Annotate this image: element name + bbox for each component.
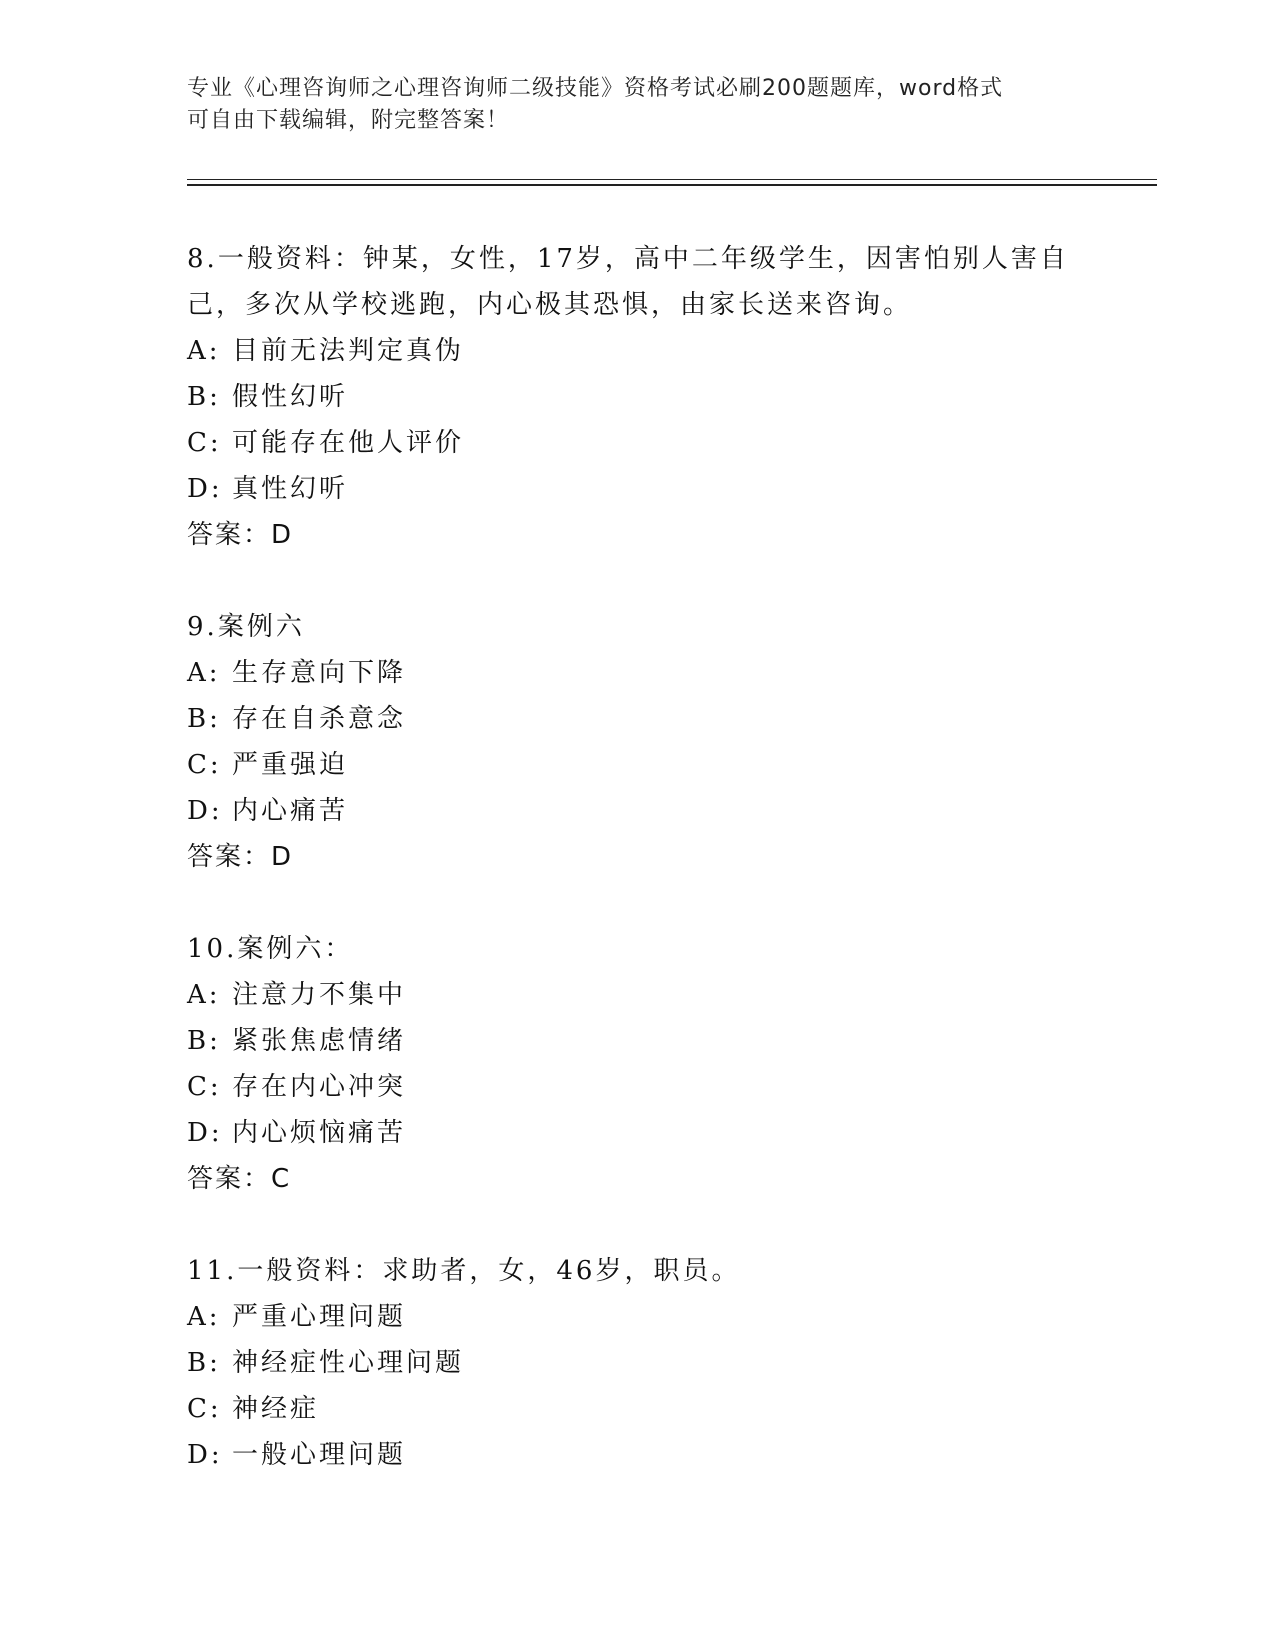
question-number: 10. [187, 934, 238, 964]
header-divider-top [187, 179, 1157, 180]
option-letter: D: [187, 474, 223, 504]
option-letter: C: [187, 1394, 222, 1424]
option-text: 严重强迫 [232, 750, 349, 780]
option-text: 注意力不集中 [232, 980, 407, 1010]
option-letter: C: [187, 750, 222, 780]
question-text [187, 926, 1087, 972]
option-text: 真性幻听 [232, 474, 349, 504]
option-c [187, 420, 1087, 466]
question-stem: 一般资料：钟某，女性，17岁，高中二年级学生，因害怕别人害自己，多次从学校逃跑，内心极其恐惧，由家长送来咨询。 [187, 244, 1069, 320]
question-stem: 一般资料：求助者，女，46岁，职员。 [237, 1256, 741, 1286]
header-divider-bottom [187, 184, 1157, 186]
answer-line: 答案：D [187, 842, 294, 872]
option-text: 存在自杀意念 [232, 704, 407, 734]
option-letter: B: [187, 1026, 221, 1056]
option-letter: B: [187, 382, 221, 412]
option-a [187, 650, 1087, 696]
answer-line: 答案：C [187, 1164, 292, 1194]
question-item [187, 1248, 1087, 1478]
question-number: 8. [187, 244, 218, 274]
option-letter: A: [187, 336, 221, 366]
option-b [187, 374, 1087, 420]
option-c [187, 1386, 1087, 1432]
option-letter: B: [187, 1348, 221, 1378]
option-b [187, 696, 1087, 742]
option-d [187, 1432, 1087, 1478]
option-text: 一般心理问题 [232, 1440, 407, 1470]
option-b [187, 1018, 1087, 1064]
option-text: 紧张焦虑情绪 [232, 1026, 407, 1056]
option-d [187, 466, 1087, 512]
option-b [187, 1340, 1087, 1386]
question-text [187, 236, 1087, 328]
option-letter: B: [187, 704, 221, 734]
answer-line: 答案：D [187, 520, 294, 550]
option-letter: C: [187, 428, 222, 458]
question-item [187, 926, 1087, 1202]
question-list [187, 236, 1087, 1524]
option-letter: D: [187, 1440, 223, 1470]
option-a [187, 1294, 1087, 1340]
option-text: 生存意向下降 [232, 658, 407, 688]
document-header [187, 73, 1067, 137]
question-stem: 案例六： [237, 934, 354, 964]
option-text: 内心烦恼痛苦 [232, 1118, 407, 1148]
option-letter: A: [187, 980, 221, 1010]
option-letter: A: [187, 658, 221, 688]
question-item [187, 236, 1087, 558]
question-text [187, 1248, 1087, 1294]
option-text: 神经症 [232, 1394, 320, 1424]
option-c [187, 742, 1087, 788]
question-text [187, 604, 1087, 650]
question-stem: 案例六 [217, 612, 305, 642]
option-c [187, 1064, 1087, 1110]
header-line-2: 可自由下载编辑，附完整答案！ [187, 108, 510, 133]
option-letter: A: [187, 1302, 221, 1332]
header-line-1: 专业《心理咨询师之心理咨询师二级技能》资格考试必刷200题题库，word格式 [187, 76, 1004, 101]
option-text: 可能存在他人评价 [232, 428, 465, 458]
question-item [187, 604, 1087, 880]
option-d [187, 1110, 1087, 1156]
option-letter: D: [187, 1118, 223, 1148]
option-text: 目前无法判定真伪 [232, 336, 465, 366]
option-a [187, 972, 1087, 1018]
option-letter: D: [187, 796, 223, 826]
option-letter: C: [187, 1072, 222, 1102]
option-text: 神经症性心理问题 [232, 1348, 465, 1378]
option-d [187, 788, 1087, 834]
option-text: 严重心理问题 [232, 1302, 407, 1332]
option-text: 存在内心冲突 [232, 1072, 407, 1102]
option-a [187, 328, 1087, 374]
option-text: 内心痛苦 [232, 796, 349, 826]
question-number: 9. [187, 612, 218, 642]
option-text: 假性幻听 [232, 382, 349, 412]
question-number: 11. [187, 1256, 238, 1286]
